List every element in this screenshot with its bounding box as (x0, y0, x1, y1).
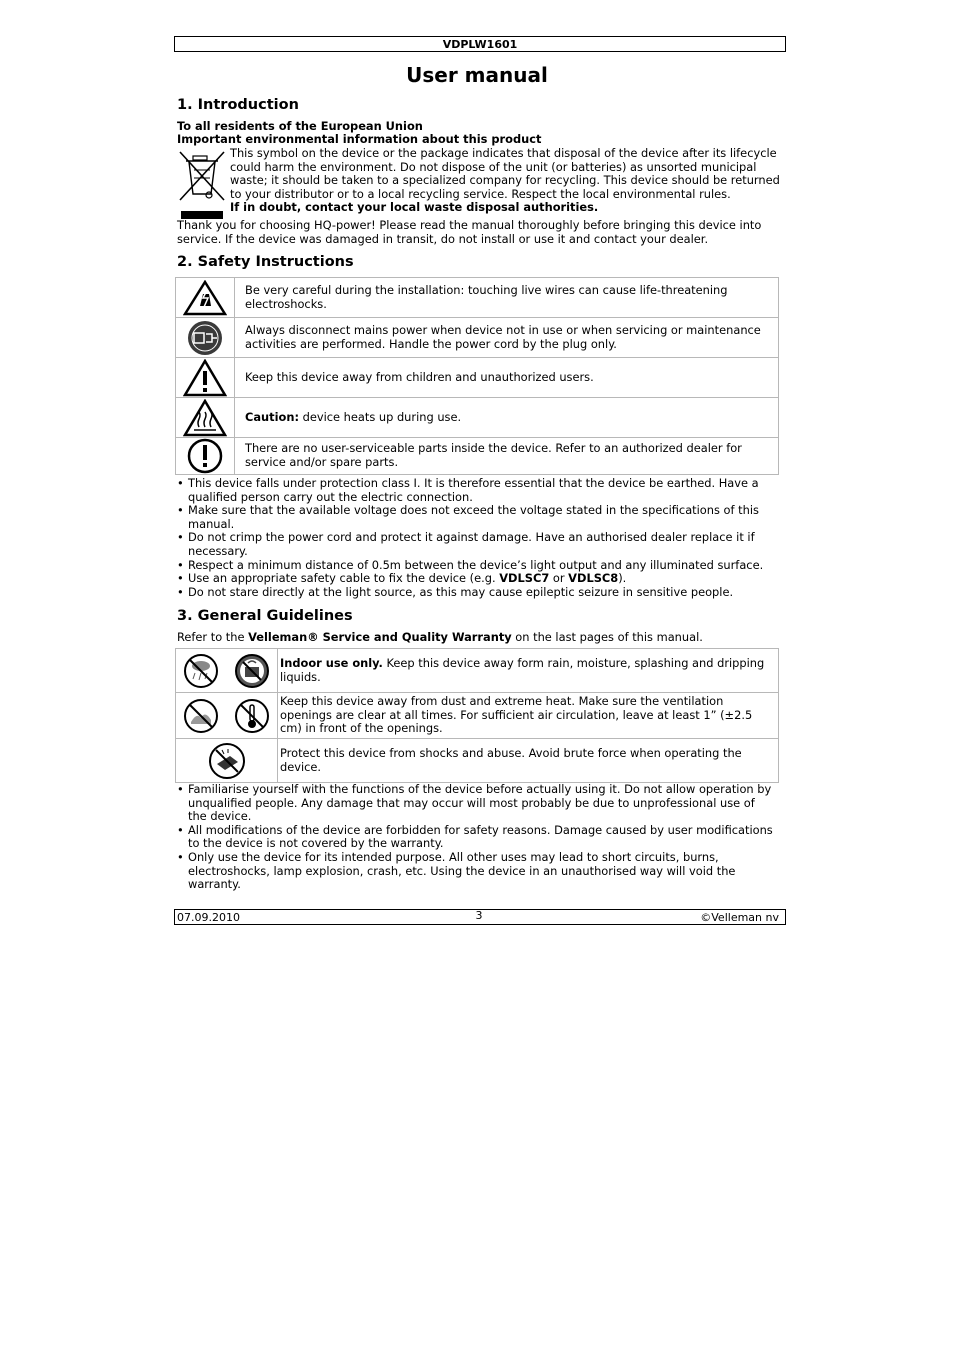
guideline-row (176, 693, 779, 739)
electric-hazard-icon (183, 280, 227, 316)
exclamation-circle-icon (186, 438, 224, 474)
product-code: VDLSC8 (568, 571, 619, 586)
list-item: • Respect a minimum distance of 0.5m between the device’s light output and any illuminated surface. (177, 559, 777, 573)
safety-row (176, 278, 779, 318)
document-footer (174, 909, 786, 925)
no-shock-icon (208, 742, 246, 780)
general-bullet-list (177, 783, 777, 892)
product-code: VDLSC7 (499, 571, 550, 586)
safety-text: There are no user-serviceable parts inside the device. Refer to an authorized dealer for service and/or spare parts. (235, 438, 779, 475)
guidelines-table (175, 648, 779, 783)
warranty-title: Velleman® Service and Quality Warranty (248, 630, 512, 644)
safety-text (235, 398, 779, 438)
safety-row (176, 438, 779, 475)
guideline-row (176, 649, 779, 693)
guideline-text: Keep this device away from dust and extreme heat. Make sure the ventilation openings are clear at all times. For sufficient air circulation, leave at least 1” (±2.5 cm) in front of the openings. (278, 693, 779, 739)
no-dust-icon (183, 698, 219, 734)
guideline-row (176, 739, 779, 783)
no-rain-icon (183, 653, 219, 689)
warranty-reference: Refer to the Velleman® Service and Quality Warranty on the last pages of this manual. (177, 630, 703, 644)
footer-date: 07.09.2010 (177, 911, 240, 924)
disconnect-power-icon (186, 319, 224, 357)
document-header (174, 36, 786, 52)
list-item: • Use an appropriate safety cable to fix the device (e.g. VDLSC7 or VDLSC8). (177, 572, 777, 586)
safety-text: Always disconnect mains power when device not in use or when servicing or maintenance activities are performed. Handle the power cord by the plug only. (235, 318, 779, 358)
caution-label: Caution: (245, 409, 299, 424)
safety-text: Keep this device away from children and unauthorized users. (235, 358, 779, 398)
list-item: • Do not crimp the power cord and protect it against damage. Have an authorised dealer replace it if necessary. (177, 531, 777, 558)
section-heading-general: 3. General Guidelines (177, 608, 353, 624)
list-item: • Do not stare directly at the light source, as this may cause epileptic seizure in sensitive people. (177, 586, 777, 600)
caution-text: device heats up during use. (299, 409, 462, 424)
section-heading-safety: 2. Safety Instructions (177, 254, 354, 270)
list-item: • All modifications of the device are forbidden for safety reasons. Damage caused by user modifications to the device is not covered by the warranty. (177, 824, 777, 851)
intro-subheading-environment: Important environmental information about this product (177, 132, 542, 146)
safety-text: Be very careful during the installation: touching live wires can cause life-threatening electroshocks. (235, 278, 779, 318)
weee-contact-note: If in doubt, contact your local waste disposal authorities. (230, 200, 599, 214)
no-splash-icon (234, 653, 270, 689)
safety-table (175, 277, 779, 475)
guideline-text: Keep this device away form rain, moisture, splashing and dripping liquids. (280, 655, 765, 684)
safety-bullet-list (177, 477, 777, 599)
list-item: • Make sure that the available voltage does not exceed the voltage stated in the specifications of this manual. (177, 504, 777, 531)
list-item: • Familiarise yourself with the functions of the device before actually using it. Do not allow operation by unqualified people. Any damage that may occur will most probably be due to unprofessional use of the device. (177, 783, 777, 824)
page-title: User manual (406, 63, 548, 87)
intro-subheading-eu: To all residents of the European Union (177, 119, 423, 133)
warning-triangle-icon (183, 359, 227, 397)
intro-thanks-paragraph: Thank you for choosing HQ-power! Please read the manual thoroughly before bringing this device into service. If the device was damaged in transit, do not install or use it and contact your dealer. (177, 218, 762, 246)
weee-bin-icon (178, 150, 226, 220)
no-heat-icon (234, 698, 270, 734)
footer-copyright: ©Velleman nv (700, 911, 779, 924)
model-number: VDPLW1601 (442, 38, 518, 51)
safety-row (176, 318, 779, 358)
section-heading-introduction: 1. Introduction (177, 97, 299, 113)
list-item: • This device falls under protection class I. It is therefore essential that the device be earthed. Have a qualified person carry out the electric connection. (177, 477, 777, 504)
page-number: 3 (475, 909, 483, 922)
list-item: • Only use the device for its intended purpose. All other uses may lead to short circuits, burns, electroshocks, lamp explosion, crash, etc. Using the device in an unauthorised way will void the warranty. (177, 851, 777, 892)
safety-row (176, 358, 779, 398)
guideline-text: Protect this device from shocks and abuse. Avoid brute force when operating the device. (278, 739, 779, 783)
hot-surface-icon (183, 399, 227, 437)
indoor-use-label: Indoor use only. (280, 655, 383, 670)
safety-row (176, 398, 779, 438)
weee-paragraph: This symbol on the device or the package indicates that disposal of the device after its lifecycle could harm the environment. Do not dispose of the unit (or batteries) as unsorted municipal waste; it should be taken to a specialized company for recycling. This device should be returned to your distributor or to a local recycling service. Respect the local environmental rules. (230, 146, 780, 201)
